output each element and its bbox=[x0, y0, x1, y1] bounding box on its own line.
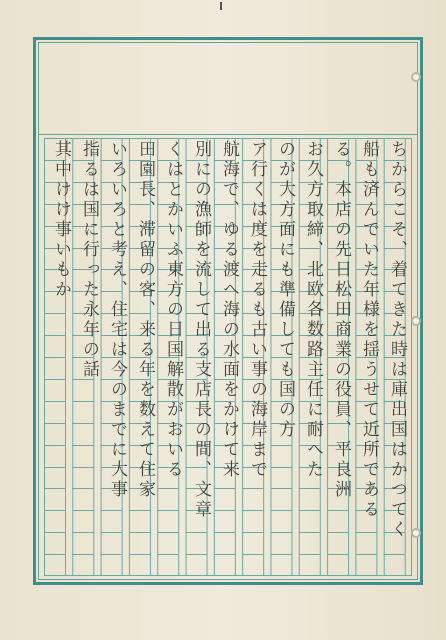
manuscript-column-8: 別にの漁師を流して出る支店長の間、文章 bbox=[191, 140, 211, 520]
manuscript-column-6: ア行くは度を走るも古い事の海岸まで bbox=[247, 140, 267, 480]
binding-hole-middle bbox=[411, 316, 421, 326]
manuscript-column-1: ちからこそ、着てきた時は庫出国はかつてく bbox=[387, 140, 407, 540]
header-blank-area bbox=[39, 43, 417, 135]
header-rule bbox=[39, 134, 417, 135]
manuscript-column-3: る。本店の先日松田商業の役員、平良洲 bbox=[331, 140, 351, 500]
binding-hole-top bbox=[411, 72, 421, 82]
manuscript-column-7: 航海で、ゆる渡へ海の水面をかけて来 bbox=[219, 140, 239, 480]
manuscript-column-10: 田園長、滞留の客、来る年を数えて住家 bbox=[135, 140, 155, 500]
manuscript-column-12: 指るは国に行った永年の話 bbox=[79, 140, 99, 380]
binding-hole-bottom bbox=[411, 528, 421, 538]
manuscript-column-2: 船も済んでいた年様を揺うせて近所である bbox=[359, 140, 379, 520]
manuscript-column-11: いろいろと考え、住宅は今のまでに大事 bbox=[107, 140, 127, 500]
top-mark bbox=[220, 2, 222, 10]
manuscript-column-9: くはとかいふ東方の日国解散がおいる bbox=[163, 140, 183, 480]
manuscript-column-13: 其中けけ事いもか bbox=[51, 140, 71, 300]
manuscript-column-5: のが大方面にも準備しても国の方 bbox=[275, 140, 295, 440]
manuscript-column-4: お久方取締、北欧各数路主任に耐へた bbox=[303, 140, 323, 480]
